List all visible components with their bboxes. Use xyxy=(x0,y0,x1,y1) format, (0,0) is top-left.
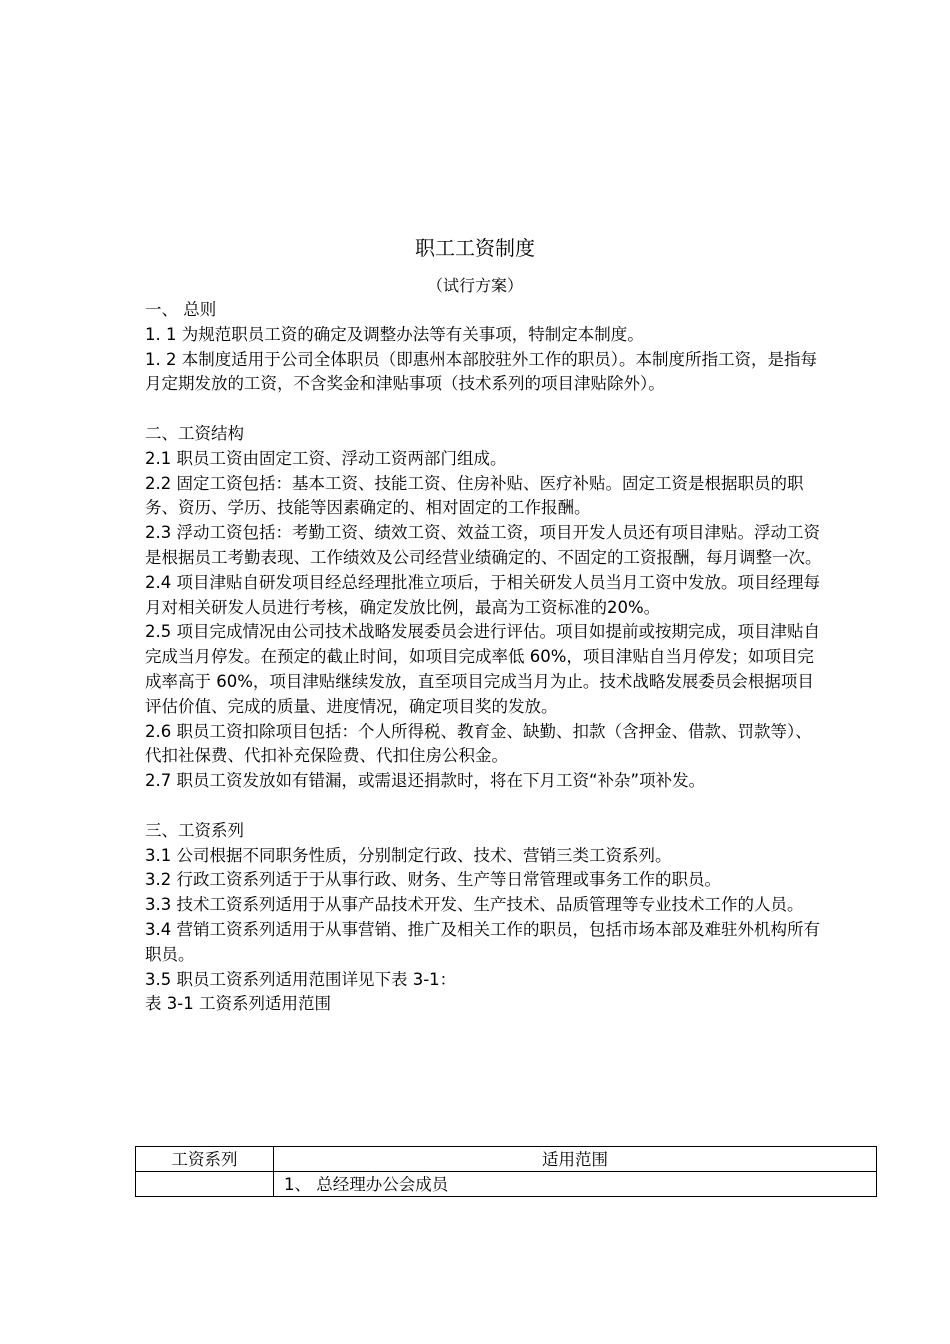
paragraph-2-4: 2.4 项目津贴自研发项目经总经理批准立项后，于相关研发人员当月工资中发放。项目经理每月对相关研发人员进行考核，确定发放比例，最高为工资标准的20%。 xyxy=(145,572,820,617)
table-cell xyxy=(136,1172,274,1197)
blank-line xyxy=(145,397,825,422)
paragraph-3-5: 3.5 职员工资系列适用范围详见下表 3-1： xyxy=(145,969,457,989)
paragraph-2-7: 2.7 职员工资发放如有错漏，或需退还捐款时，将在下月工资“补杂”项补发。 xyxy=(145,771,706,791)
paragraph-2-3: 2.3 浮动工资包括：考勤工资、绩效工资、效益工资，项目开发人员还有项目津贴。浮动工资是根据员工考勤表现、工作绩效及公司经营业绩确定的、不固定的工资报酬，每月调整一次。 xyxy=(145,523,822,567)
table-header-row xyxy=(136,1147,877,1172)
paragraph-3-4: 3.4 营销工资系列适用于从事营销、推广及相关工作的职员，包括市场本部及难驻外机构所有职员。 xyxy=(145,919,820,964)
table-header-cell: 适用范围 xyxy=(274,1147,877,1172)
document-subtitle: （试行方案） xyxy=(426,276,523,295)
paragraph-3-1: 3.1 公司根据不同职务性质，分别制定行政、技术、营销三类工资系列。 xyxy=(145,845,672,865)
document-body xyxy=(145,298,825,1017)
salary-series-table xyxy=(135,1146,877,1197)
paragraph-1-2: 1. 2 本制度适用于公司全体职员（即惠州本部胶驻外工作的职员）。本制度所指工资，是指每月定期发放的工资，不含奖金和津贴事项（技术系列的项目津贴除外）。 xyxy=(145,349,817,394)
paragraph-2-1: 2.1 职员工资由固定工资、浮动工资两部门组成。 xyxy=(145,448,507,468)
table-row xyxy=(136,1172,877,1197)
section-heading-general: 一、 总则 xyxy=(145,300,217,319)
section-heading-structure: 二、工资结构 xyxy=(145,423,244,443)
paragraph-2-6: 2.6 职员工资扣除项目包括：个人所得税、教育金、缺勤、扣款（含押金、借款、罚款等）、代扣社保费、代扣补充保险费、代扣住房公积金。 xyxy=(145,721,812,766)
paragraph-2-2: 2.2 固定工资包括：基本工资、技能工资、住房补贴、医疗补贴。固定工资是根据职员的职务、资历、学历、技能等因素确定的、相对固定的工作报酬。 xyxy=(145,473,804,518)
paragraph-1-1: 1. 1 为规范职员工资的确定及调整办法等有关事项，特制定本制度。 xyxy=(145,324,644,344)
table-header-cell: 工资系列 xyxy=(136,1147,274,1172)
table-cell: 1、 总经理办公会成员 xyxy=(274,1172,877,1197)
document-title: 职工工资制度 xyxy=(415,236,535,260)
paragraph-2-5: 2.5 项目完成情况由公司技术战略发展委员会进行评估。项目如提前或按期完成，项目津贴自完成当月停发。在预定的截止时间，如项目完成率低 60%，项目津贴自当月停发；如项目完成率高于 60%，项目津贴继续发放，直至项目完成当月为止。技术战略发展委员会根据项目评估价值、完成的质量、进度情况，确定项目奖的发放。 xyxy=(145,622,820,716)
paragraph-3-2: 3.2 行政工资系列适于于从事行政、财务、生产等日常管理或事务工作的职员。 xyxy=(145,870,721,890)
blank-line xyxy=(145,794,825,819)
table-caption: 表 3-1 工资系列适用范围 xyxy=(145,994,331,1014)
section-heading-series: 三、工资系列 xyxy=(145,820,244,840)
paragraph-3-3: 3.3 技术工资系列适用于从事产品技术开发、生产技术、品质管理等专业技术工作的人员。 xyxy=(145,895,804,915)
